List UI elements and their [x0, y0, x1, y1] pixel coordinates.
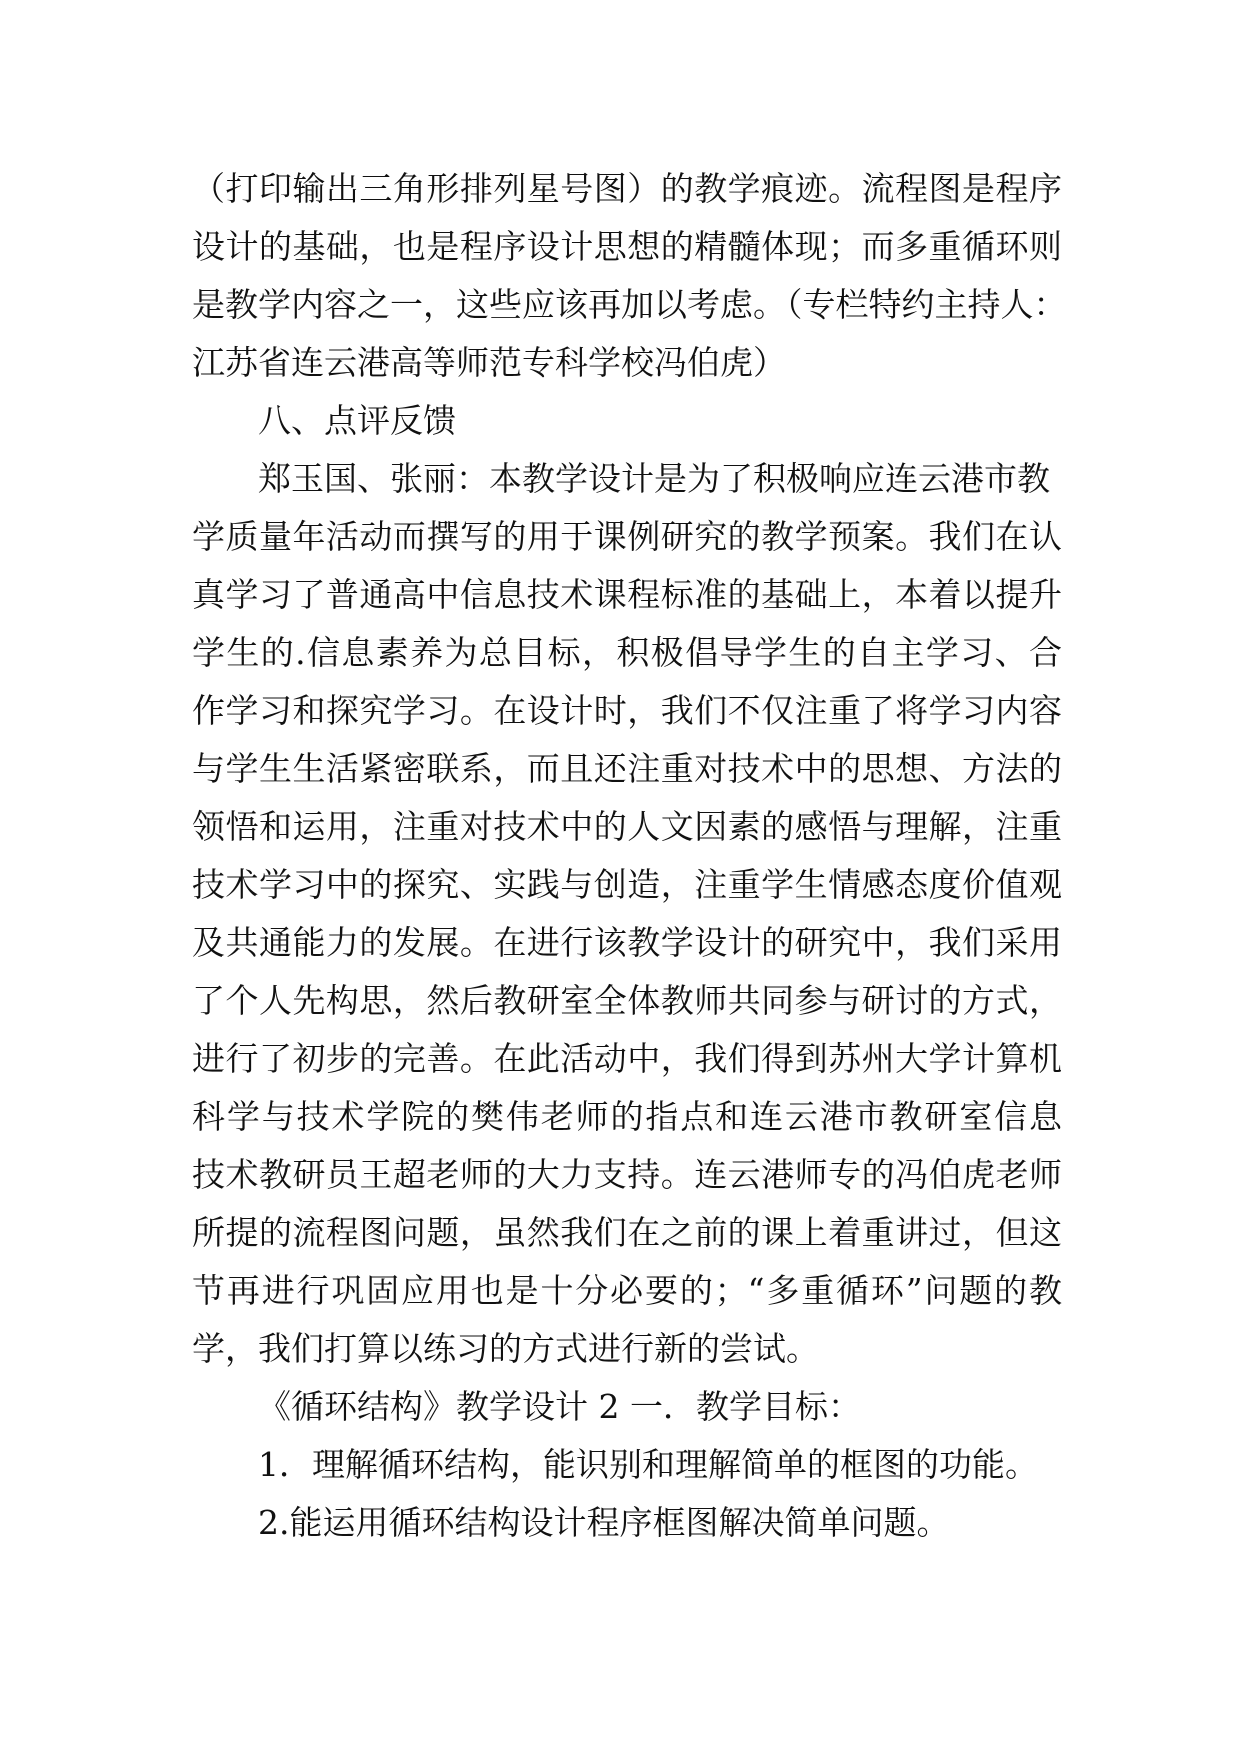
- paragraph-line: 真学习了普通高中信息技术课程标准的基础上，本着以提升: [192, 575, 1062, 614]
- paragraph-line: 技术教研员王超老师的大力支持。连云港师专的冯伯虎老师: [192, 1155, 1062, 1194]
- paragraph-line: 设计的基础，也是程序设计思想的精髓体现；而多重循环则: [192, 227, 1062, 266]
- next-section-title: 《循环结构》教学设计 2 一．教学目标：: [258, 1387, 861, 1426]
- paragraph-line: 领悟和运用，注重对技术中的人文因素的感悟与理解，注重: [192, 807, 1062, 846]
- paragraph-line: 节再进行巩固应用也是十分必要的；“多重循环”问题的教: [192, 1271, 1062, 1310]
- paragraph-line: 学，我们打算以练习的方式进行新的尝试。: [192, 1329, 819, 1368]
- document-body: [192, 160, 1067, 1552]
- objective-item: 2.能运用循环结构设计程序框图解决简单问题。: [258, 1503, 950, 1542]
- paragraph-line: 所提的流程图问题，虽然我们在之前的课上着重讲过，但这: [192, 1213, 1062, 1252]
- paragraph-line: 江苏省连云港高等师范专科学校冯伯虎）: [192, 343, 786, 382]
- paragraph-line: 作学习和探究学习。在设计时，我们不仅注重了将学习内容: [192, 691, 1062, 730]
- section-heading: 八、点评反馈: [258, 401, 456, 440]
- paragraph-line: 进行了初步的完善。在此活动中，我们得到苏州大学计算机: [192, 1039, 1062, 1078]
- paragraph-line: 与学生生活紧密联系，而且还注重对技术中的思想、方法的: [192, 749, 1062, 788]
- paragraph-line: 是教学内容之一，这些应该再加以考虑。（专栏特约主持人：: [192, 285, 1067, 324]
- paragraph-line: 郑玉国、张丽：本教学设计是为了积极响应连云港市教: [258, 459, 1050, 498]
- paragraph-line: 科学与技术学院的樊伟老师的指点和连云港市教研室信息: [192, 1097, 1062, 1136]
- paragraph-line: 学质量年活动而撰写的用于课例研究的教学预案。我们在认: [192, 517, 1062, 556]
- objective-item: 1．理解循环结构，能识别和理解简单的框图的功能。: [258, 1445, 1038, 1484]
- paragraph-line: 了个人先构思，然后教研室全体教师共同参与研讨的方式，: [192, 981, 1062, 1020]
- paragraph-line: 技术学习中的探究、实践与创造，注重学生情感态度价值观: [192, 865, 1062, 904]
- paragraph-line: 及共通能力的发展。在进行该教学设计的研究中，我们采用: [192, 923, 1062, 962]
- paragraph-line: 学生的.信息素养为总目标，积极倡导学生的自主学习、合: [192, 633, 1062, 672]
- paragraph-line: （打印输出三角形排列星号图）的教学痕迹。流程图是程序: [192, 169, 1062, 208]
